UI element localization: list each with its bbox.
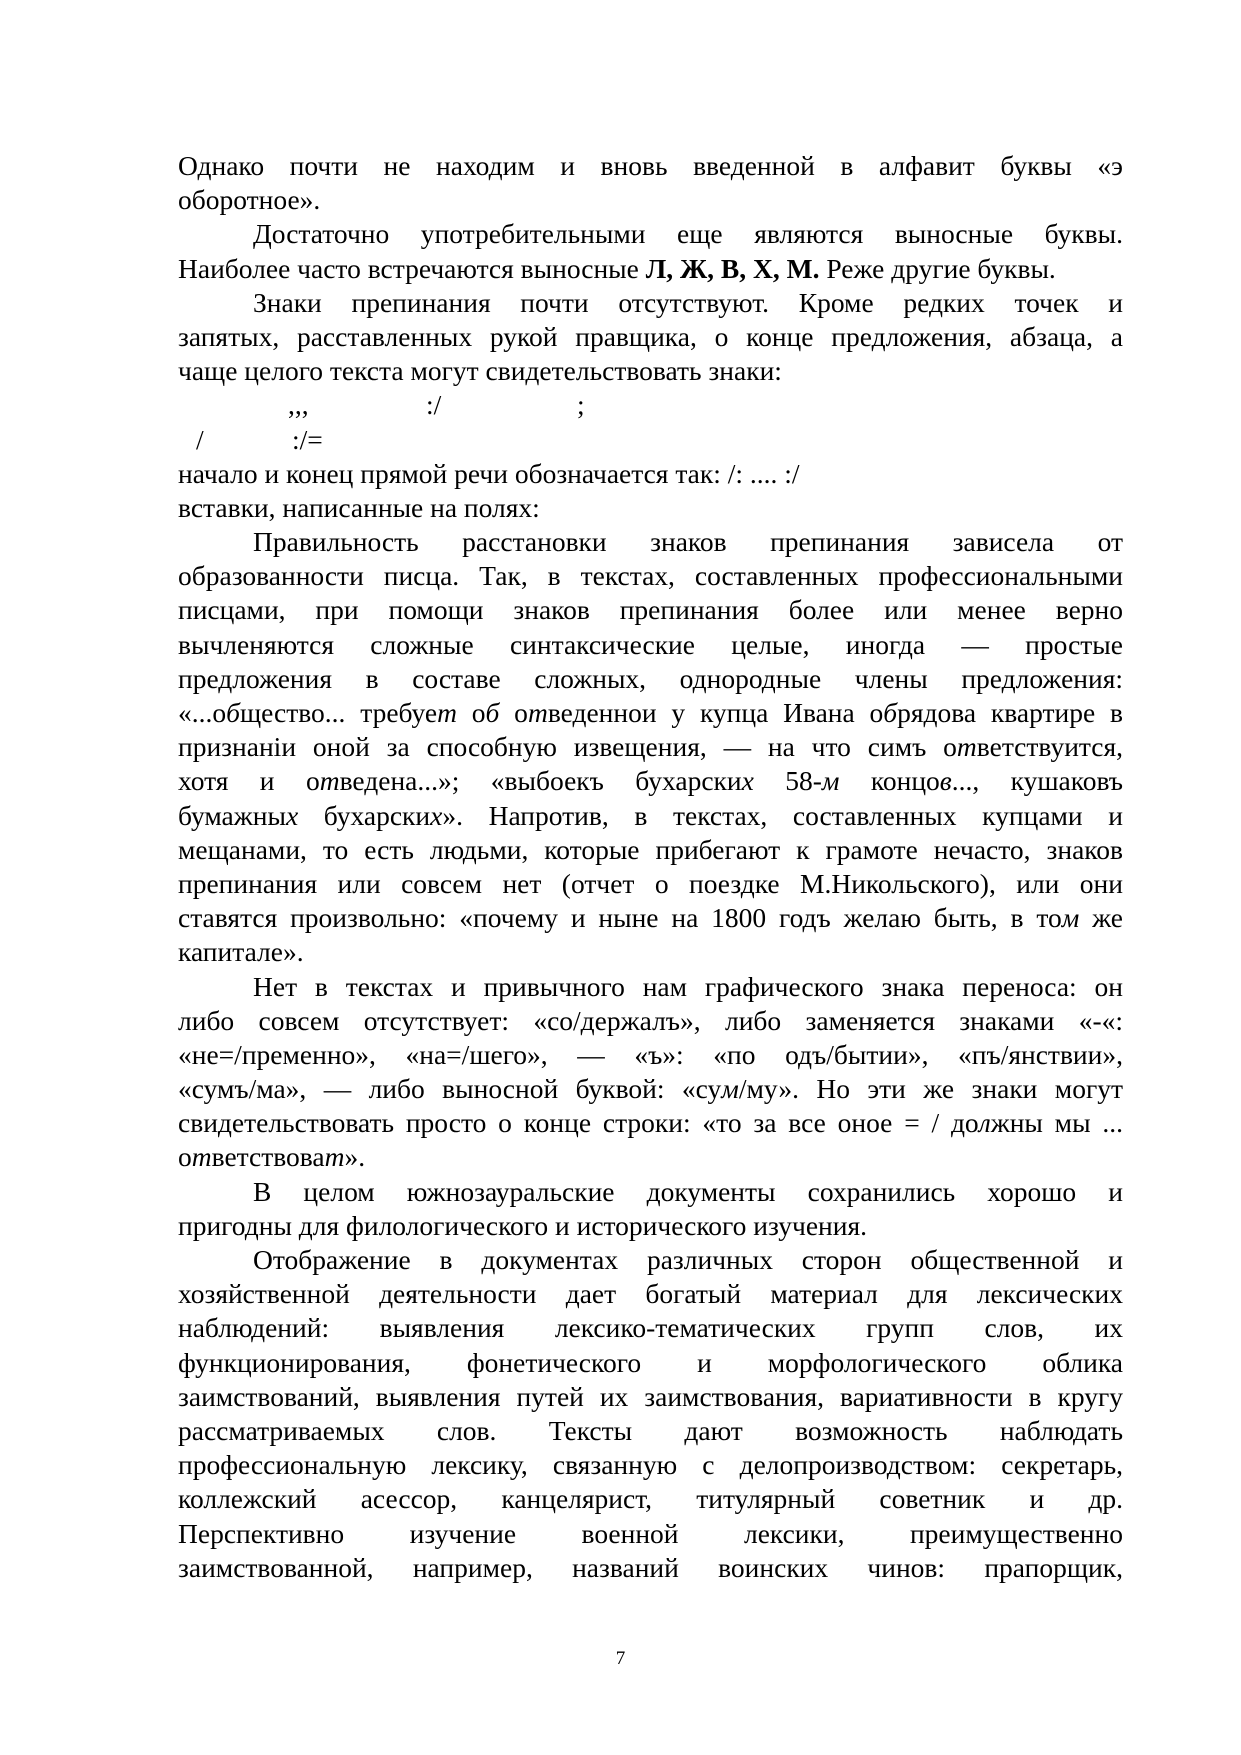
- text-line: либо совсем отсутствует: «со/держалъ», либо заменяется знаками «-«:: [178, 1004, 1123, 1036]
- text-run: веденнои у купца Ивана о: [547, 697, 884, 728]
- text-line: вычленяются сложные синтаксические целые, иногда — простые: [178, 628, 1123, 660]
- text-run: признанiи оной за способную извещения, — на что симъ о: [178, 731, 957, 763]
- text-line: [178, 764, 1123, 798]
- superscript-letter: б: [226, 697, 240, 728]
- text-line: заимствований, выявления путей их заимствования, вариативности в кругу: [178, 1380, 1123, 1412]
- text-line: чаще целого текста могут свидетельствовать знаки:: [178, 355, 782, 387]
- text-line: [178, 252, 1123, 286]
- punct-sign: ,,,: [288, 389, 309, 421]
- text-line: профессиональную лексику, связанную с делопроизводством: секретарь,: [178, 1449, 1123, 1481]
- superscript-letter: м: [721, 1073, 739, 1105]
- text-line: [178, 730, 1123, 764]
- superscript-letter: т: [956, 731, 977, 763]
- text-line: начало и конец прямой речи обозначается так: /: .... :/: [178, 457, 800, 489]
- text-run: Реже другие буквы.: [819, 252, 1056, 284]
- text-line: вставки, написанные на полях:: [178, 491, 540, 523]
- text-line: [178, 1072, 1123, 1106]
- page-number: 7: [615, 1648, 626, 1669]
- superscript-letter: л: [978, 1107, 991, 1139]
- text-line: Однако почти не находим и вновь введенной в алфавит буквы «э: [178, 150, 1123, 181]
- text-run: щество... требуе: [239, 697, 438, 728]
- text-line: коллежский асессор, канцелярист, титулярный советник и др.: [178, 1483, 1123, 1515]
- punctuation-examples-row-1: [178, 388, 1123, 422]
- text-line: капитале».: [178, 936, 304, 968]
- text-run: /му». Но эти же знаки могут: [738, 1073, 1123, 1105]
- text-run: концо: [839, 765, 940, 797]
- text-line: Отображение в документах различных сторон общественной и: [253, 1244, 1123, 1275]
- punct-sign: ;: [577, 389, 585, 421]
- superscript-letter: х: [285, 799, 299, 831]
- text-line: [178, 1140, 1123, 1174]
- text-line: Нет в текстах и привычного нам графического знака переноса: он: [253, 970, 1123, 1002]
- text-line: [178, 799, 1123, 833]
- text-line: оборотное».: [178, 184, 321, 216]
- text-line: образованности писца. Так, в текстах, составленных профессиональными: [178, 560, 1123, 592]
- text-run: ».: [344, 1141, 366, 1173]
- text-run: свидетельствовать просто о конце строки: «то за все оное = / до: [178, 1107, 979, 1139]
- text-line: рассматриваемых слов. Тексты дают возможность наблюдать: [178, 1414, 1123, 1446]
- text-line: предложения в составе сложных, однородные члены предложения:: [178, 662, 1123, 694]
- text-run: хотя и о: [178, 765, 320, 797]
- text-run: о: [178, 1141, 192, 1173]
- text-run: ветствуится,: [976, 731, 1123, 763]
- text-run: 58-: [753, 765, 822, 797]
- superscript-letter: б: [883, 697, 898, 728]
- text-run: Наиболее часто встречаются выносные: [178, 252, 646, 284]
- text-line: «не=/пременно», «на=/шего», — «ъ»: «по одъ/бытии», «пъ/янствии»,: [178, 1038, 1123, 1070]
- text-run: ветствова: [211, 1141, 325, 1173]
- text-line: заимствованной, например, названий воинских чинов: прапорщик,: [178, 1551, 1123, 1583]
- text-run: о: [499, 697, 528, 728]
- text-line: запятых, расставленных рукой правщика, о конце предложения, абзаца, а: [178, 320, 1123, 352]
- superscript-letter: т: [437, 697, 457, 728]
- text-run: «сумъ/ма», — либо выносной буквой: «су: [178, 1073, 722, 1105]
- text-line: наблюдений: выявления лексико-тематических групп слов, их: [178, 1312, 1123, 1344]
- text-run: ведена...»; «выбоекъ бухарски: [339, 765, 742, 797]
- text-line: писцами, при помощи знаков препинания более или менее верно: [178, 594, 1123, 626]
- text-line: Знаки препинания почти отсутствуют. Кроме редких точек и: [253, 286, 1123, 318]
- text-line: функционирования, фонетического и морфологического облика: [178, 1346, 1123, 1378]
- text-run: ..., кушаковъ: [951, 765, 1123, 797]
- superscript-letter: т: [527, 697, 548, 728]
- text-line: препинания или совсем нет (отчет о поездке М.Никольского), или они: [178, 867, 1123, 899]
- punct-sign: :/: [426, 389, 442, 421]
- superscript-letter: в: [939, 765, 952, 797]
- superscript-letter: х: [741, 765, 754, 797]
- text-run: ставятся произвольно: «почему и ныне на 1800 годъ желаю быть, в то: [178, 902, 1062, 934]
- superscript-letter: х: [430, 799, 443, 831]
- bold-text: Л, Ж, В, Х, М.: [645, 252, 820, 284]
- superscript-letter: т: [191, 1141, 212, 1173]
- text-run: ». Напротив, в текстах, составленных купцами и: [442, 799, 1123, 831]
- punct-sign: :/=: [292, 423, 323, 455]
- text-run: рядова квартире в: [897, 697, 1123, 728]
- text-line: [178, 1106, 1123, 1140]
- text-line: пригодны для филологического и исторического изучения.: [178, 1209, 868, 1241]
- superscript-letter: м: [1061, 902, 1080, 934]
- text-line: [178, 901, 1123, 935]
- superscript-letter: м: [821, 765, 840, 797]
- text-run: о: [456, 697, 486, 728]
- text-run: «...о: [178, 697, 227, 728]
- text-line: [178, 696, 1123, 730]
- punctuation-examples-row-2: [178, 423, 1123, 457]
- text-line: Достаточно употребительными еще являются выносные буквы.: [253, 218, 1123, 250]
- body-text: [178, 149, 1123, 1585]
- text-line: мещанами, то есть людьми, которые прибегают к грамоте нечасто, знаков: [178, 833, 1123, 865]
- punct-sign: /: [196, 423, 204, 455]
- superscript-letter: б: [485, 697, 500, 728]
- text-run: жны мы ...: [990, 1107, 1123, 1139]
- text-run: бумажны: [178, 799, 286, 831]
- superscript-letter: т: [319, 765, 340, 797]
- text-line: Правильность расстановки знаков препинания зависела от: [253, 526, 1123, 558]
- text-run: бухарски: [298, 799, 431, 831]
- text-run: же: [1079, 902, 1123, 934]
- text-line: хозяйственной деятельности дает богатый материал для лексических: [178, 1278, 1123, 1310]
- text-line: Перспективно изучение военной лексики, преимущественно: [178, 1517, 1123, 1549]
- superscript-letter: т: [324, 1141, 345, 1173]
- text-line: В целом южнозауральские документы сохранились хорошо и: [253, 1175, 1123, 1207]
